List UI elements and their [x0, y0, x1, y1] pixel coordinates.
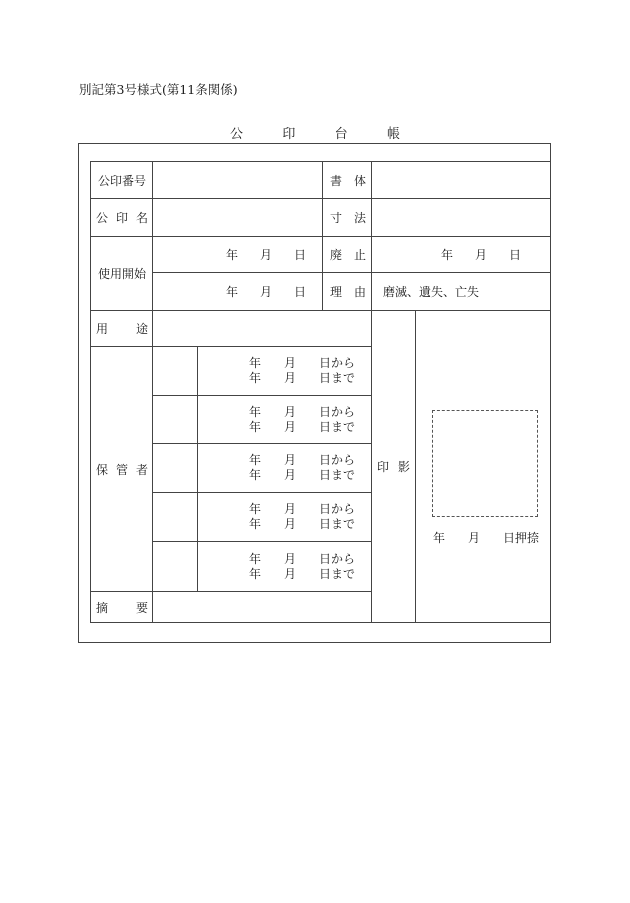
reason-label: [330, 273, 366, 310]
date-part: 年: [249, 404, 262, 419]
custodian-period: [249, 444, 359, 492]
period-from: [249, 356, 355, 371]
custodian-period: [249, 347, 359, 395]
label-char: 者: [135, 462, 148, 477]
date-part: 年: [249, 566, 262, 581]
label-char: 寸: [330, 211, 343, 225]
date-part: 月: [474, 248, 487, 262]
date-part: 日まで: [318, 468, 355, 482]
title-char: 印: [282, 127, 296, 142]
label-char: 摘: [96, 600, 109, 615]
grid-line: [197, 346, 198, 591]
use-start-label: 使用開始: [97, 267, 146, 281]
label-char: 途: [135, 322, 148, 336]
date-part: 月: [283, 551, 296, 566]
custodian-label: [96, 347, 148, 591]
date-part: 月: [283, 566, 296, 581]
title-char: 帳: [386, 127, 400, 142]
label-char: 印: [377, 460, 390, 474]
label-char: 止: [353, 248, 366, 262]
date-part: 年: [249, 551, 262, 566]
date-part: 日まで: [318, 371, 355, 385]
use-start-date-2: [226, 273, 306, 310]
date-part: 月: [283, 468, 296, 482]
use-start-date: [226, 237, 306, 272]
label-char: 管: [115, 462, 128, 477]
date-part: 年: [226, 285, 239, 299]
label-char: 由: [353, 285, 366, 299]
date-part: 日: [293, 248, 306, 262]
period-to: [249, 567, 355, 582]
period-to: [249, 420, 355, 435]
font-style-label: [330, 162, 366, 198]
date-part: 月: [259, 285, 272, 299]
date-part: 日から: [318, 551, 355, 566]
label-char: 名: [135, 211, 148, 225]
date-part: 月: [467, 530, 480, 545]
grid-line: [90, 622, 551, 623]
date-part: 月: [283, 453, 296, 467]
date-part: 月: [283, 404, 296, 419]
date-part: 日から: [318, 356, 355, 370]
label-char: 保: [96, 462, 109, 477]
label-char: 書: [330, 173, 343, 188]
date-part: 日押捺: [502, 530, 539, 545]
period-from: [249, 552, 355, 567]
period-from: [249, 453, 355, 468]
grid-line: [90, 161, 91, 622]
grid-line: [90, 161, 551, 162]
period-to: [249, 517, 355, 532]
date-part: 年: [226, 248, 239, 262]
date-part: 日まで: [318, 566, 355, 581]
date-part: 月: [283, 419, 296, 434]
purpose-label: [96, 311, 148, 346]
seal-impression-box: [432, 410, 538, 517]
date-part: 月: [283, 517, 296, 531]
date-part: 年: [249, 419, 262, 434]
period-from: [249, 502, 355, 517]
date-part: 日: [293, 285, 306, 299]
dimensions-label: [330, 199, 366, 236]
date-part: 日から: [318, 453, 355, 467]
seal-number-label: 公印番号: [97, 173, 146, 188]
date-part: 日まで: [318, 517, 355, 531]
period-to: [249, 371, 355, 386]
date-part: 年: [249, 502, 262, 516]
period-from: [249, 405, 355, 420]
reason-options: 磨滅、遺失、亡失: [382, 285, 479, 299]
imprint-date: [433, 527, 539, 547]
label-char: 影: [397, 460, 410, 474]
document-title: [230, 123, 400, 142]
abolition-date: [441, 237, 521, 272]
date-part: 日から: [318, 502, 355, 516]
label-char: 法: [353, 211, 366, 225]
label-char: 廃: [330, 248, 343, 262]
label-char: 用: [96, 322, 109, 336]
date-part: 日まで: [318, 419, 355, 434]
seal-impression-label: [377, 311, 410, 622]
grid-line: [152, 161, 153, 622]
label-char: 理: [330, 285, 343, 299]
date-part: 年: [441, 248, 454, 262]
title-char: 公: [230, 127, 244, 142]
date-part: 月: [259, 248, 272, 262]
grid-line: [322, 161, 323, 310]
date-part: 月: [283, 356, 296, 370]
abolition-label: [330, 237, 366, 272]
date-part: 年: [249, 468, 262, 482]
summary-label: [96, 592, 148, 622]
date-part: 日: [508, 248, 521, 262]
period-to: [249, 468, 355, 483]
custodian-period: [249, 396, 359, 443]
date-part: 年: [249, 453, 262, 467]
label-char: 体: [353, 173, 366, 188]
custodian-period: [249, 542, 359, 591]
grid-line: [371, 161, 372, 622]
date-part: 年: [249, 356, 262, 370]
label-char: 印: [115, 211, 128, 225]
form-reference: 別記第3号様式(第11条関係): [79, 82, 238, 97]
seal-name-label: [96, 199, 148, 236]
grid-line: [90, 198, 551, 199]
date-part: 月: [283, 502, 296, 516]
custodian-period: [249, 493, 359, 541]
grid-line: [415, 310, 416, 622]
label-char: 公: [96, 211, 109, 225]
grid-line: [90, 310, 551, 311]
date-part: 年: [249, 371, 262, 385]
date-part: 月: [283, 371, 296, 385]
date-part: 年: [433, 530, 446, 545]
label-char: 要: [135, 600, 148, 615]
date-part: 年: [249, 517, 262, 531]
title-char: 台: [334, 127, 348, 142]
date-part: 日から: [318, 404, 355, 419]
